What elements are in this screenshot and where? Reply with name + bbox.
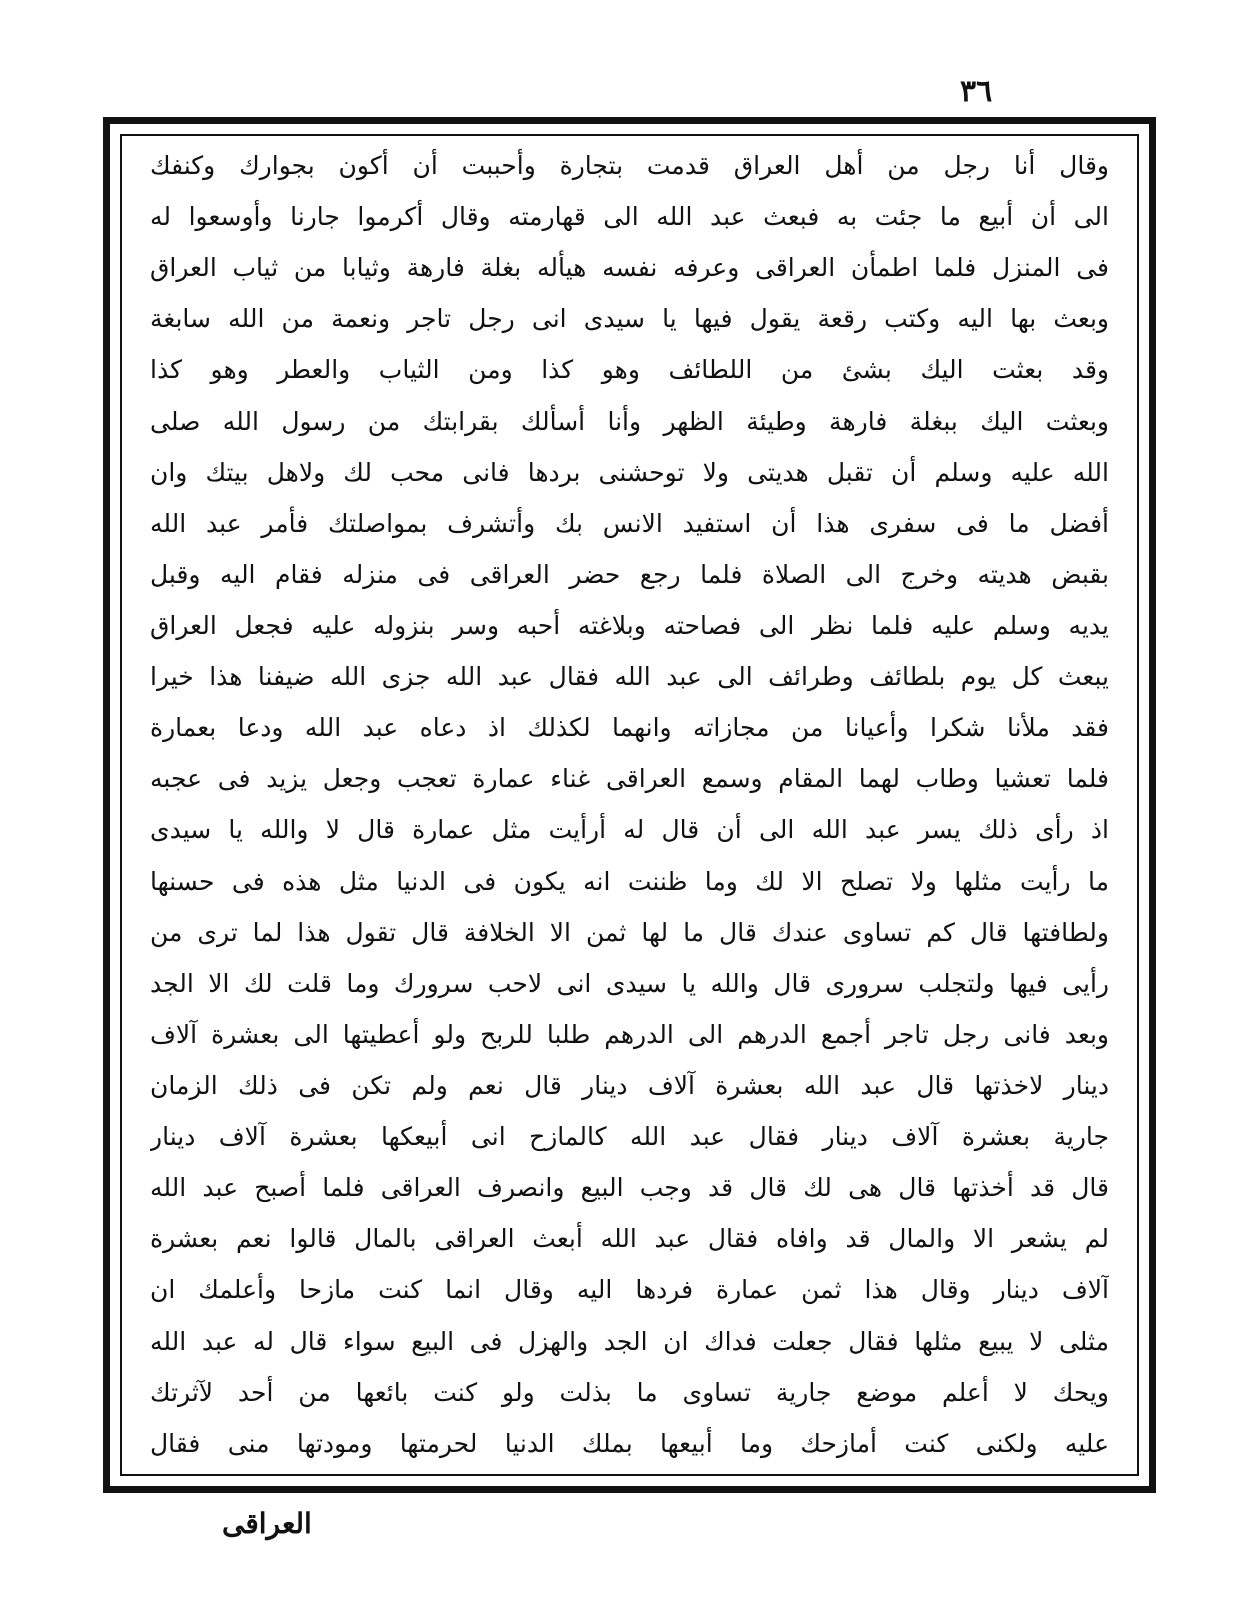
text-line: يديه وسلم عليه فلما نظر الى فصاحته وبلاغته أحبه وسر بنزوله عليه فجعل العراق — [150, 610, 1109, 640]
text-line: رأيى فيها ولتجلب سرورى قال والله يا سيدى انى لاحب سرورك وما قلت لك الا الجد — [150, 968, 1109, 998]
text-line: الى أن أبيع ما جئت به فبعث عبد الله الى قهارمته وقال أكرموا جارنا وأوسعوا له — [150, 202, 1109, 232]
text-line: الله عليه وسلم أن تقبل هديتى ولا توحشنى بردها فانى محب لك ولاهل بيتك وان — [150, 457, 1109, 487]
text-line: ويحك لا أعلم موضع جارية تساوى ما بذلت ولو كنت بائعها من أحد لآثرتك — [150, 1377, 1109, 1407]
manuscript-text — [150, 146, 1109, 1464]
text-line: ولطافتها قال كم تساوى عندك قال ما لها ثمن الا الخلافة قال تقول هذا لما ترى من — [150, 917, 1109, 947]
text-line: بقبض هديته وخرج الى الصلاة فلما رجع حضر العراقى فى منزله فقام اليه وقبل — [150, 559, 1109, 589]
text-line: اذ رأى ذلك يسر عبد الله الى أن قال له أرأيت مثل عمارة قال لا والله يا سيدى — [150, 815, 1109, 845]
page-number: ٣٦ — [960, 74, 993, 109]
text-line: فى المنزل فلما اطمأن العراقى وعرفه نفسه هيأله بغلة فارهة وثيابا من ثياب العراق — [150, 253, 1109, 283]
text-line: وبعد فانى رجل تاجر أجمع الدرهم الى الدرهم طلبا للربح ولو أعطيتها الى بعشرة آلاف — [150, 1019, 1109, 1049]
text-line: فلما تعشيا وطاب لهما المقام وسمع العراقى غناء عمارة تعجب وجعل يزيد فى عجبه — [150, 764, 1109, 794]
text-line: يبعث كل يوم بلطائف وطرائف الى عبد الله فقال عبد الله جزى الله ضيفنا هذا خيرا — [150, 662, 1109, 692]
page-frame-inner — [120, 134, 1139, 1476]
text-line: مثلى لا يبيع مثلها فقال جعلت فداك ان الجد والهزل فى البيع سواء قال له عبد الله — [150, 1326, 1109, 1356]
text-line: لم يشعر الا والمال قد وافاه فقال عبد الله أبعث العراقى بالمال قالوا نعم بعشرة — [150, 1224, 1109, 1254]
text-line: وبعث بها اليه وكتب رقعة يقول فيها يا سيدى انى رجل تاجر ونعمة من الله سابغة — [150, 304, 1109, 334]
text-line: وقد بعثت اليك بشئ من اللطائف وهو كذا ومن الثياب والعطر وهو كذا — [150, 355, 1109, 385]
text-line: وبعثت اليك ببغلة فارهة وطيئة الظهر وأنا أسألك بقرابتك من رسول الله صلى — [150, 406, 1109, 436]
text-line: ما رأيت مثلها ولا تصلح الا لك وما ظننت انه يكون فى الدنيا مثل هذه فى حسنها — [150, 866, 1109, 896]
text-line: آلاف دينار وقال هذا ثمن عمارة فردها اليه وقال انما كنت مازحا وأعلمك ان — [150, 1275, 1109, 1305]
page-frame — [103, 117, 1156, 1493]
text-line: جارية بعشرة آلاف دينار فقال عبد الله كالمازح انى أبيعكها بعشرة آلاف دينار — [150, 1122, 1109, 1152]
text-line: فقد ملأنا شكرا وأعيانا من مجازاته وانهما لكذلك اذ دعاه عبد الله ودعا بعمارة — [150, 713, 1109, 743]
catchword: العراقى — [222, 1507, 312, 1540]
text-line: أفضل ما فى سفرى هذا أن استفيد الانس بك وأتشرف بمواصلتك فأمر عبد الله — [150, 508, 1109, 538]
text-line: وقال أنا رجل من أهل العراق قدمت بتجارة وأحببت أن أكون بجوارك وكنفك — [150, 151, 1109, 180]
text-line: دينار لاخذتها قال عبد الله بعشرة آلاف دينار قال نعم ولم تكن فى ذلك الزمان — [150, 1070, 1109, 1100]
text-line: قال قد أخذتها قال هى لك قال قد وجب البيع وانصرف العراقى فلما أصبح عبد الله — [150, 1173, 1109, 1203]
text-line: عليه ولكنى كنت أمازحك وما أبيعها بملك الدنيا لحرمتها ومودتها منى فقال — [150, 1428, 1109, 1458]
